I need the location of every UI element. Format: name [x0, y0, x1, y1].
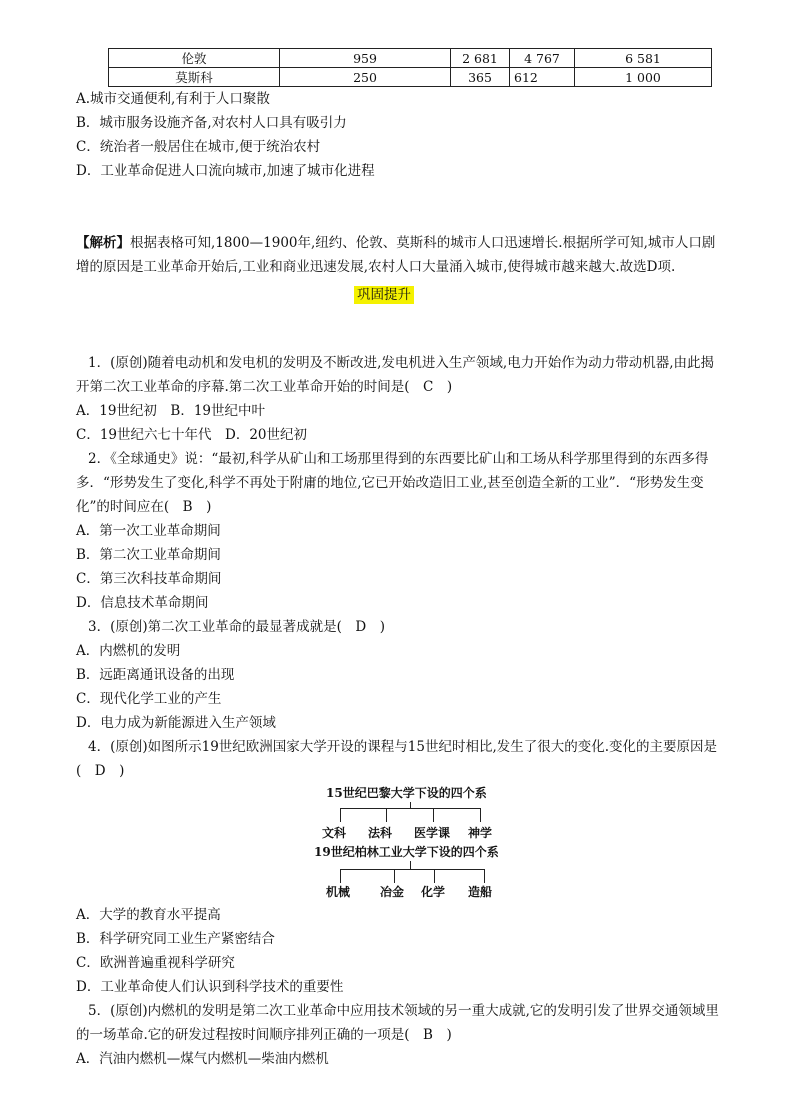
table-cell: 4 767 — [510, 49, 575, 68]
diagram-node: 化学 — [421, 885, 446, 899]
q4-option-c: C．欧洲普遍重视科学研究 — [76, 955, 235, 971]
q5-option-a: A．汽油内燃机—煤气内燃机—柴油内燃机 — [76, 1051, 329, 1067]
population-table — [108, 48, 712, 87]
q2-stem-line-2: 多．“形势发生了变化,科学不再处于附庸的地位,它已开始改造旧工业,甚至创造全新的工业”．“形势发生变 — [76, 475, 704, 491]
table-cell: 365 — [451, 68, 510, 87]
diagram-node: 文科 — [322, 826, 347, 840]
analysis-line-1 — [76, 234, 715, 252]
q3-option-b: B．远距离通讯设备的出现 — [76, 667, 235, 683]
q2-stem-line-1: 2．《全球通史》说：“最初,科学从矿山和工场那里得到的东西要比矿山和工场从科学那里得到的东西多得 — [88, 451, 709, 467]
diagram-branch-line — [340, 808, 481, 809]
diagram-node: 法科 — [368, 826, 393, 840]
q3-stem: 3．(原创)第二次工业革命的最显著成就是( D ) — [88, 619, 385, 635]
diagram-node: 造船 — [468, 885, 493, 899]
q3-option-c: C．现代化学工业的产生 — [76, 691, 222, 707]
q4-option-d: D．工业革命使人们认识到科学技术的重要性 — [76, 979, 344, 995]
q3-option-a: A．内燃机的发明 — [76, 643, 181, 659]
table-cell: 612 — [510, 68, 575, 87]
diagram-node: 冶金 — [380, 885, 405, 899]
analysis-label: 【解析】 — [76, 235, 130, 251]
table-cell: 伦敦 — [109, 49, 280, 68]
q1-stem-line-2: 开第二次工业革命的序幕.第二次工业革命开始的时间是( C ) — [76, 379, 453, 395]
table-cell: 6 581 — [575, 49, 712, 68]
table-cell: 2 681 — [451, 49, 510, 68]
diagram-connector — [484, 869, 485, 883]
diagram-stem — [410, 861, 411, 869]
analysis-line-2: 增的原因是工业革命开始后,工业和商业迅速发展,农村人口大量涌入城市,使得城市越来越大.故选D项. — [76, 259, 676, 275]
table-row — [109, 68, 712, 87]
diagram-title-15th: 15世纪巴黎大学下设的四个系 — [326, 786, 487, 800]
diagram-connector — [434, 869, 435, 883]
q4-stem-line-1: 4．(原创)如图所示19世纪欧洲国家大学开设的课程与15世纪时相比,发生了很大的变化.变化的主要原因是 — [88, 739, 718, 755]
diagram-connector — [340, 808, 341, 822]
diagram-connector — [340, 869, 341, 883]
diagram-connector — [394, 869, 395, 883]
option-b: B．城市服务设施齐备,对农村人口具有吸引力 — [76, 115, 347, 131]
table-cell: 250 — [280, 68, 451, 87]
diagram-connector — [386, 808, 387, 822]
q4-option-b: B．科学研究同工业生产紧密结合 — [76, 931, 275, 947]
section-title-text: 巩固提升 — [354, 286, 414, 304]
diagram-title-19th: 19世纪柏林工业大学下设的四个系 — [314, 845, 499, 859]
diagram-connector — [433, 808, 434, 822]
analysis-text: 根据表格可知,1800—1900年,纽约、伦敦、莫斯科的城市人口迅速增长.根据所学可知,城市人口剧 — [130, 235, 716, 251]
table-cell: 1 000 — [575, 68, 712, 87]
diagram-node: 机械 — [326, 885, 351, 899]
q5-stem-line-2: 的一场革命.它的研发过程按时间顺序排列正确的一项是( B ) — [76, 1027, 452, 1043]
q1-options-row-1: A．19世纪初 B．19世纪中叶 — [76, 403, 266, 419]
q2-option-b: B．第二次工业革命期间 — [76, 547, 221, 563]
diagram-node: 医学课 — [414, 826, 451, 840]
option-a: A.城市交通便利,有利于人口聚散 — [76, 91, 270, 107]
diagram-node: 神学 — [468, 826, 493, 840]
q3-option-d: D．电力成为新能源进入生产领域 — [76, 715, 276, 731]
q4-option-a: A．大学的教育水平提高 — [76, 907, 221, 923]
table-cell: 莫斯科 — [109, 68, 280, 87]
q1-options-row-2: C．19世纪六七十年代 D．20世纪初 — [76, 427, 308, 443]
option-d: D．工业革命促进人口流向城市,加速了城市化进程 — [76, 163, 375, 179]
q2-option-a: A．第一次工业革命期间 — [76, 523, 221, 539]
option-c: C．统治者一般居住在城市,便于统治农村 — [76, 139, 321, 155]
section-title — [354, 283, 414, 303]
diagram-connector — [480, 808, 481, 822]
q1-stem-line-1: 1．(原创)随着电动机和发电机的发明及不断改进,发电机进入生产领域,电力开始作为动力带动机器,由此揭 — [88, 355, 714, 371]
table-row — [109, 49, 712, 68]
q4-stem-line-2: ( D ) — [76, 763, 125, 779]
diagram-branch-line — [340, 869, 485, 870]
q2-option-c: C．第三次科技革命期间 — [76, 571, 222, 587]
q2-option-d: D．信息技术革命期间 — [76, 595, 209, 611]
q2-stem-line-3: 化”的时间应在( B ) — [76, 499, 212, 515]
table-cell: 959 — [280, 49, 451, 68]
q5-stem-line-1: 5．(原创)内燃机的发明是第二次工业革命中应用技术领域的另一重大成就,它的发明引发了世界交通领域里 — [88, 1003, 719, 1019]
